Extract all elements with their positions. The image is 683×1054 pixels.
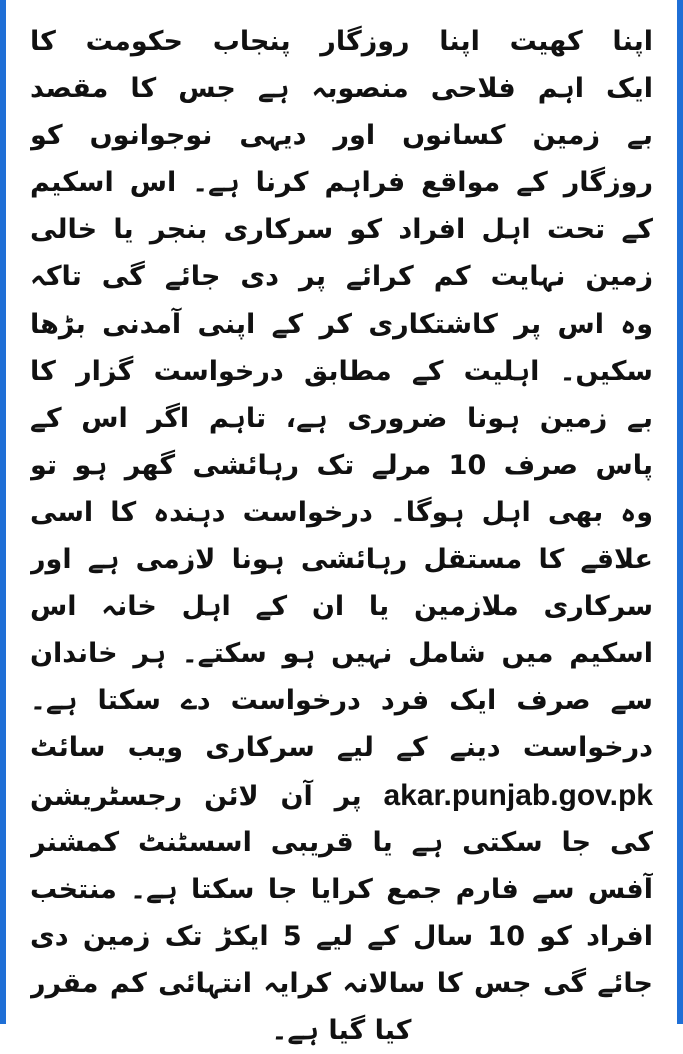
article-body bbox=[30, 18, 653, 1054]
article-line: اسکیم میں شامل نہیں ہو سکتے۔ ہر خاندان bbox=[30, 638, 653, 670]
article-line: روزگار کے مواقع فراہم کرنا ہے۔ اس اسکیم bbox=[30, 167, 653, 199]
article-line: جائے گی جس کا سالانہ کرایہ انتہائی کم مقرر bbox=[30, 967, 653, 999]
article-line: بے زمین کسانوں اور دیہی نوجوانوں کو bbox=[30, 120, 653, 152]
article-line: سکیں۔ اہلیت کے مطابق درخواست گزار کا bbox=[30, 355, 653, 387]
article-line: درخواست دینے کے لیے سرکاری ویب سائٹ bbox=[30, 732, 653, 764]
article-line: پاس صرف 10 مرلے تک رہائشی گھر ہو تو bbox=[30, 449, 653, 481]
article-line: علاقے کا مستقل رہائشی ہونا لازمی ہے اور bbox=[30, 544, 653, 576]
article-last-line: کیا گیا ہے۔ bbox=[271, 1014, 412, 1046]
url-line-text: پر آن لائن رجسٹریشن bbox=[30, 780, 362, 812]
article-line: آفس سے فارم جمع کرایا جا سکتا ہے۔ منتخب bbox=[30, 873, 653, 905]
website-link[interactable]: akar.punjab.gov.pk bbox=[383, 778, 653, 812]
url-line bbox=[30, 772, 653, 819]
article-line: افراد کو 10 سال کے لیے 5 ایکڑ تک زمین دی bbox=[30, 920, 653, 952]
article-line: ایک اہم فلاحی منصوبہ ہے جس کا مقصد bbox=[30, 73, 653, 105]
article-line: سرکاری ملازمین یا ان کے اہل خانہ اس bbox=[30, 591, 653, 623]
article-line: بے زمین ہونا ضروری ہے، تاہم اگر اس کے bbox=[30, 402, 653, 434]
article-line: وہ اس پر کاشتکاری کر کے اپنی آمدنی بڑھا bbox=[30, 308, 653, 340]
article-line: سے صرف ایک فرد درخواست دے سکتا ہے۔ bbox=[30, 685, 653, 717]
article-line: اپنا کھیت اپنا روزگار پنجاب حکومت کا bbox=[30, 26, 653, 57]
article-line: وہ بھی اہل ہوگا۔ درخواست دہندہ کا اسی bbox=[30, 496, 653, 528]
article-line: کی جا سکتی ہے یا قریبی اسسٹنٹ کمشنر bbox=[30, 826, 653, 858]
article-line: زمین نہایت کم کرائے پر دی جائے گی تاکہ bbox=[30, 261, 653, 293]
article-line: کے تحت اہل افراد کو سرکاری بنجر یا خالی bbox=[30, 214, 653, 246]
